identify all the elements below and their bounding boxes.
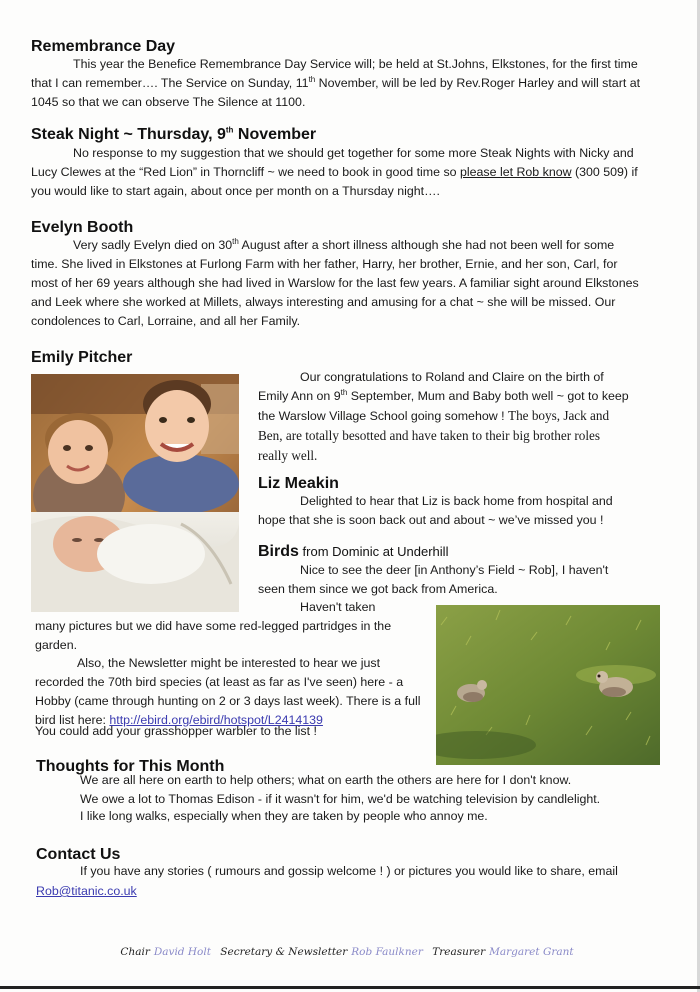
secretary-label: Secretary & Newsletter [220, 946, 348, 958]
steak-text-a: No response to my suggestion that we should get together for some more Steak Nights with Nicky and Lucy Clewes at the “Red Lion” in Thorncliff ~ we need to book in good time so [31, 146, 634, 179]
birds-line-4-text: Also, the Newsletter might be interested to hear we just recorded the 70th bird species (at least as far as I've seen) here - a Hobby (came through hunting on 2 or 3 days last week). There is a full bird list here: [35, 656, 421, 727]
footer [0, 946, 700, 958]
birds-line-5: You could add your grasshopper warbler to the list ! [35, 724, 317, 738]
birds-title-main: Birds [258, 543, 299, 560]
liz-text: Delighted to hear that Liz is back home from hospital and hope that she is soon back out and about ~ we’ve missed you ! [258, 494, 613, 527]
steak-contact-link[interactable]: please let Rob know [459, 165, 572, 179]
evelyn-title: Evelyn Booth [31, 219, 134, 236]
emily-text-a: Our congratulations to Roland and Claire on the birth of Emily Ann on 9 [258, 370, 604, 403]
partridges-photo-graphic [436, 605, 660, 765]
birds-title [258, 543, 448, 561]
steak-title [31, 126, 316, 144]
partridges-photo [436, 605, 660, 765]
birds-line-1: Nice to see the deer [in Anthony’s Field ~ Rob], I haven't seen them since we got back from America. [258, 563, 609, 596]
liz-title: Liz Meakin [258, 475, 339, 492]
birds-subtitle: from Dominic at Underhill [298, 544, 449, 559]
email-link[interactable]: Rob@titanic.co.uk [36, 884, 137, 898]
steak-title-main: Steak Night [31, 126, 120, 143]
thoughts-title: Thoughts for This Month [36, 758, 225, 775]
evelyn-text-a: Very sadly Evelyn died on 30 [73, 238, 233, 252]
children-photo-graphic [31, 374, 239, 612]
secretary-name: Rob Faulkner [351, 946, 423, 958]
treasurer-label: Treasurer [432, 946, 486, 958]
thought-2: We owe a lot to Thomas Edison - if it wasn't for him, we'd be watching television by candlelight. [80, 792, 601, 806]
birds-line-4 [35, 654, 427, 730]
bottom-rule [0, 986, 700, 989]
steak-title-sup: th [225, 125, 234, 135]
emily-text [258, 368, 630, 466]
remembrance-text-b: November, will be led by Rev.Roger Harley and will start at 1045 so that we can observe The Silence at 1100. [31, 76, 641, 109]
steak-title-end: November [233, 126, 317, 143]
emily-sup: th [340, 387, 348, 397]
thought-3: I like long walks, especially when they are taken by people who annoy me. [80, 809, 488, 823]
remembrance-sup: th [308, 74, 316, 84]
remembrance-text [31, 55, 641, 112]
emily-text-b: September, Mum and Baby both well ~ got to keep the Warslow Village School going somehow ! [258, 389, 629, 423]
remembrance-text-a: This year the Benefice Remembrance Day Service will; be held at St.Johns, Elkstones, for the first time that I can remember…. The Service on Sunday, 11 [31, 57, 638, 90]
remembrance-title: Remembrance Day [31, 38, 176, 55]
contact-text: If you have any stories ( rumours and gossip welcome ! ) or pictures you would like to share, email [80, 864, 618, 878]
chair-label: Chair [120, 946, 150, 958]
thought-1: We are all here on earth to help others; what on earth the others are here for I don't know. [80, 773, 572, 787]
birds-line-3: many pictures but we did have some red-legged partridges in the garden. [35, 619, 392, 652]
steak-text [31, 144, 641, 201]
contact-title: Contact Us [36, 846, 121, 863]
treasurer-name: Margaret Grant [489, 946, 574, 958]
ebird-link[interactable]: http://ebird.org/ebird/hotspot/L2414139 [109, 713, 323, 727]
steak-title-suffix: ~ Thursday, 9 [119, 126, 226, 143]
evelyn-text-b: August after a short illness although she had not been well for some time. She lived in Elkstones at Furlong Farm with her father, Harry, her brother, Ernie, and her son, Carl, for most of her 69 years although she had lived in Warslow for the last few years. A familiar sight around Elkstones and Leek where she worked at Millets, always interesting and amusing for a chat ~ she will be missed. Our condolences to Carl, Lorraine, and all her Family. [31, 238, 639, 328]
emily-title: Emily Pitcher [31, 349, 133, 366]
children-photo [31, 374, 239, 612]
birds-line-2: Haven't taken [300, 600, 376, 614]
chair-name: David Holt [153, 946, 211, 958]
emily-text-c: The boys, Jack and Ben, are totally besotted and have taken to their big brother roles really well. [258, 408, 610, 463]
contact-email [36, 882, 336, 901]
evelyn-sup: th [232, 236, 239, 246]
evelyn-text [31, 236, 641, 331]
steak-text-b: (300 509) if you would like to start again, about once per month on a Thursday night…. [31, 165, 638, 198]
